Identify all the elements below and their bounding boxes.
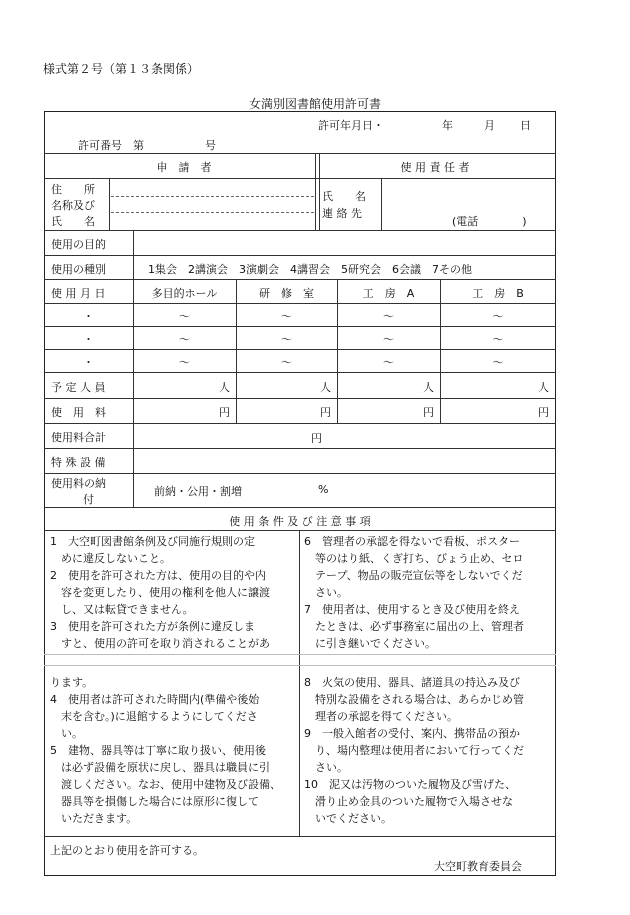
- planned-people-label: 予 定 人 員: [51, 381, 106, 394]
- conditions-right-bottom: [304, 674, 556, 827]
- condition-line: り、場内整理は使用者において行ってくだ: [304, 744, 524, 757]
- permit-number-suffix: 号: [205, 139, 216, 152]
- day-label: 日: [520, 119, 531, 132]
- payment-label-cont: 付: [83, 493, 94, 506]
- condition-line: めに違反しないこと。: [50, 552, 171, 565]
- condition-line: に引き継いでください。: [304, 637, 436, 650]
- room-multipurpose-hall: 多目的ホール: [151, 287, 218, 300]
- people-unit: 人: [538, 381, 549, 394]
- payment-label: 使用料の納: [51, 477, 106, 490]
- percent-sign: %: [318, 483, 329, 496]
- range-tilde: 〜: [492, 310, 504, 323]
- condition-line: 8 火気の使用、器具、諸道具の持込み及び: [304, 676, 520, 689]
- condition-line: 特別な設備をされる場合は、あらかじめ管: [304, 693, 524, 706]
- condition-line: 10 泥又は汚物のついた履物及び雪げた、: [304, 778, 516, 791]
- payment-options: 前納・公用・割増: [154, 485, 242, 498]
- people-unit: 人: [320, 381, 331, 394]
- range-tilde: 〜: [281, 310, 292, 323]
- condition-line: 5 建物、器具等は丁寧に取り扱い、使用後: [50, 744, 266, 757]
- name-or-title-label: 名称及び: [51, 199, 95, 212]
- fee-unit: 円: [320, 406, 331, 419]
- range-tilde: 〜: [179, 310, 190, 323]
- fee-unit: 円: [219, 406, 230, 419]
- issuer: 大空町教育委員会: [434, 860, 522, 873]
- responsible-name-label: 氏 名: [322, 190, 366, 203]
- condition-line: さい。: [304, 586, 348, 599]
- condition-line: 理者の承認を得てください。: [304, 710, 458, 723]
- applicant-name-label: 氏 名: [51, 215, 95, 228]
- conditions-left-bottom: [50, 674, 300, 827]
- range-tilde: 〜: [179, 333, 190, 346]
- range-tilde: 〜: [492, 356, 504, 369]
- permit-number-label: 許可番号 第: [78, 139, 144, 152]
- condition-line: し、又は転貸できません。: [50, 603, 194, 616]
- date-label: 使 用 月 日: [51, 287, 106, 300]
- people-unit: 人: [423, 381, 434, 394]
- applicant-section-label: 申 請 者: [156, 161, 212, 174]
- fee-unit: 円: [538, 406, 549, 419]
- people-unit: 人: [219, 381, 230, 394]
- fee-label: 使 用 料: [51, 406, 106, 419]
- condition-line: 滑り止め金具のついた履物で入場させな: [304, 795, 513, 808]
- permit-date-label: 許可年月日・: [318, 119, 384, 132]
- form-number: 様式第２号（第１３条関係）: [43, 62, 200, 76]
- special-equipment-label: 特 殊 設 備: [51, 456, 106, 469]
- condition-line: 7 使用者は、使用するとき及び使用を終え: [304, 603, 520, 616]
- conditions-title: 使 用 条 件 及 び 注 意 事 項: [229, 515, 371, 528]
- permit-statement: 上記のとおり使用を許可する。: [50, 844, 204, 857]
- condition-line: 容を変更したり、使用の権利を他人に譲渡: [50, 586, 270, 599]
- document-title: 女満別図書館使用許可書: [248, 97, 381, 111]
- room-workshop-b: 工 房 B: [472, 287, 524, 300]
- condition-line: 等のはり紙、くぎ打ち、びょう止め、セロ: [304, 552, 524, 565]
- condition-line: いただきます。: [50, 812, 138, 825]
- range-tilde: 〜: [383, 356, 394, 369]
- contact-label: 連 絡 先: [322, 207, 362, 220]
- conditions-left-top: [50, 533, 300, 652]
- conditions-right-top: [304, 533, 556, 652]
- condition-line: すと、使用の許可を取り消されることがあ: [50, 637, 270, 650]
- type-options: 1集会 2講演会 3演劇会 4講習会 5研究会 6会議 7その他: [148, 263, 472, 276]
- range-tilde: 〜: [281, 333, 292, 346]
- date-dot: ・: [83, 310, 94, 323]
- date-dot: ・: [83, 356, 94, 369]
- condition-line: 3 使用を許可された方が条例に違反しま: [50, 620, 255, 633]
- type-label: 使用の種別: [51, 263, 106, 276]
- range-tilde: 〜: [492, 333, 504, 346]
- total-fee-label: 使用料合計: [51, 431, 106, 444]
- range-tilde: 〜: [281, 356, 292, 369]
- condition-line: 1 大空町図書館条例及び同施行規則の定: [50, 535, 255, 548]
- date-dot: ・: [83, 333, 94, 346]
- room-training: 研 修 室: [259, 287, 314, 300]
- condition-line: い。: [50, 727, 83, 740]
- condition-line: いでください。: [304, 812, 392, 825]
- condition-line: 渡しください。なお、使用中建物及び設備、: [50, 778, 281, 791]
- condition-line: 4 使用者は許可された時間内(準備や後始: [50, 693, 260, 706]
- room-workshop-a: 工 房 A: [362, 287, 415, 300]
- month-label: 月: [484, 119, 495, 132]
- condition-line: たときは、必ず事務室に届出の上、管理者: [304, 620, 524, 633]
- range-tilde: 〜: [179, 356, 190, 369]
- condition-line: は必ず設備を原状に戻し、器具は職員に引: [50, 761, 270, 774]
- responsible-section-label: 使 用 責 任 者: [400, 161, 470, 174]
- total-fee-unit: 円: [311, 432, 322, 445]
- phone-label: (電話 ): [452, 215, 527, 228]
- fee-unit: 円: [423, 406, 434, 419]
- condition-line: ります。: [50, 676, 94, 689]
- purpose-label: 使用の目的: [51, 238, 106, 251]
- address-label: 住 所: [51, 183, 95, 196]
- condition-line: 2 使用を許可された方は、使用の目的や内: [50, 569, 266, 582]
- condition-line: 器具等を損傷した場合には原形に復して: [50, 795, 259, 808]
- condition-line: 9 一般入館者の受付、案内、携帯品の預か: [304, 727, 520, 740]
- condition-line: 6 管理者の承認を得ないで看板、ポスター: [304, 535, 520, 548]
- range-tilde: 〜: [383, 310, 394, 323]
- range-tilde: 〜: [383, 333, 394, 346]
- condition-line: 末を含む。)に退館するようにしてくださ: [50, 710, 258, 723]
- condition-line: さい。: [304, 761, 348, 774]
- condition-line: テープ、物品の販売宣伝等をしないでくだ: [304, 569, 523, 582]
- year-label: 年: [442, 119, 453, 132]
